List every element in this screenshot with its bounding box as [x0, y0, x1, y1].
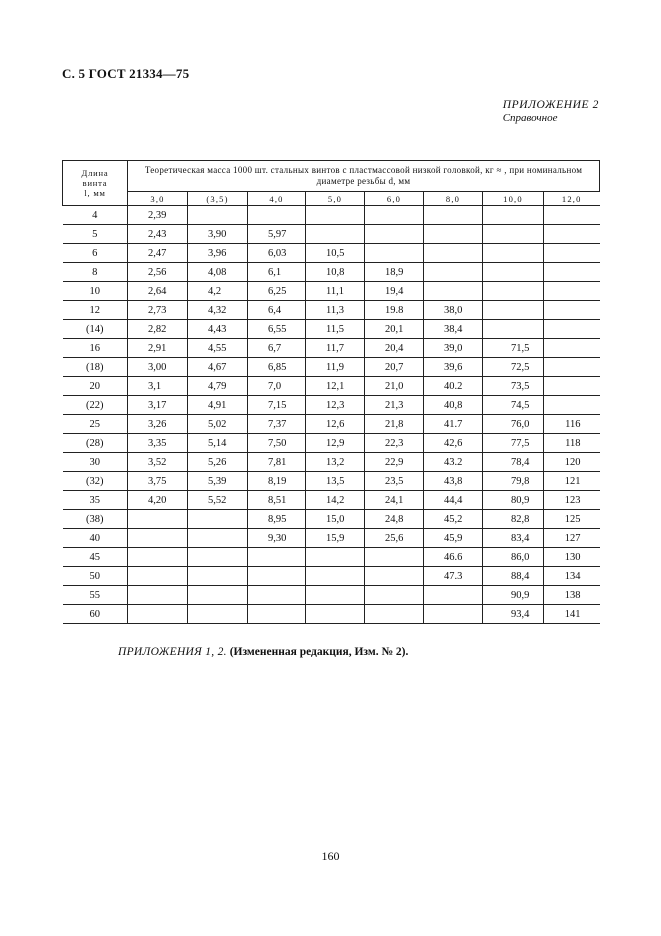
footnote	[118, 646, 408, 658]
length-cell: 40	[63, 529, 128, 548]
table-row	[63, 510, 600, 529]
table-row	[63, 548, 600, 567]
mass-cell: 20,4	[365, 339, 424, 358]
mass-cell	[365, 605, 424, 624]
table-row	[63, 567, 600, 586]
length-cell: (14)	[63, 320, 128, 339]
mass-cell	[188, 586, 248, 605]
length-header-line2: винта	[82, 178, 108, 188]
table-row	[63, 339, 600, 358]
mass-cell: 24,1	[365, 491, 424, 510]
mass-cell: 45,2	[424, 510, 483, 529]
mass-cell: 42,6	[424, 434, 483, 453]
mass-cell: 12,1	[306, 377, 365, 396]
mass-cell: 22,3	[365, 434, 424, 453]
mass-cell: 12,3	[306, 396, 365, 415]
mass-cell: 10,5	[306, 244, 365, 263]
mass-cell	[128, 548, 188, 567]
length-cell: 45	[63, 548, 128, 567]
mass-cell: 5,14	[188, 434, 248, 453]
mass-cell: 8,51	[248, 491, 306, 510]
mass-cell	[483, 301, 544, 320]
mass-cell	[128, 567, 188, 586]
mass-cell: 7,15	[248, 396, 306, 415]
mass-cell	[188, 605, 248, 624]
mass-cell	[365, 206, 424, 225]
mass-cell: 38,4	[424, 320, 483, 339]
mass-cell: 13,2	[306, 453, 365, 472]
mass-cell	[188, 529, 248, 548]
length-cell: 50	[63, 567, 128, 586]
mass-cell: 7,50	[248, 434, 306, 453]
footnote-revision-note: (Измененная редакция, Изм. № 2).	[229, 646, 409, 658]
mass-cell	[365, 567, 424, 586]
mass-cell: 41.7	[424, 415, 483, 434]
document-header: С. 5 ГОСТ 21334—75	[62, 66, 190, 81]
mass-cell: 4,91	[188, 396, 248, 415]
mass-cell: 121	[544, 472, 600, 491]
mass-cell: 19.8	[365, 301, 424, 320]
length-header-line3: l, мм	[84, 188, 106, 198]
mass-cell	[365, 244, 424, 263]
mass-cell: 90,9	[483, 586, 544, 605]
mass-cell: 6,03	[248, 244, 306, 263]
table-row	[63, 358, 600, 377]
table-row	[63, 320, 600, 339]
table-row	[63, 225, 600, 244]
mass-cell: 72,5	[483, 358, 544, 377]
length-cell: 30	[63, 453, 128, 472]
mass-cell: 2,73	[128, 301, 188, 320]
mass-cell	[544, 282, 600, 301]
mass-cell	[544, 244, 600, 263]
mass-cell: 15,0	[306, 510, 365, 529]
mass-cell	[306, 548, 365, 567]
mass-cell	[248, 605, 306, 624]
mass-cell: 13,5	[306, 472, 365, 491]
mass-cell: 46.6	[424, 548, 483, 567]
mass-cell	[306, 586, 365, 605]
mass-cell: 86,0	[483, 548, 544, 567]
mass-cell: 5,39	[188, 472, 248, 491]
mass-cell: 24,8	[365, 510, 424, 529]
table-row	[63, 415, 600, 434]
mass-cell: 73,5	[483, 377, 544, 396]
mass-cell: 141	[544, 605, 600, 624]
mass-cell: 71,5	[483, 339, 544, 358]
mass-cell: 25,6	[365, 529, 424, 548]
mass-cell: 2,43	[128, 225, 188, 244]
mass-cell	[483, 244, 544, 263]
mass-cell: 4,32	[188, 301, 248, 320]
mass-cell: 23,5	[365, 472, 424, 491]
table-row	[63, 586, 600, 605]
mass-cell: 74,5	[483, 396, 544, 415]
mass-cell: 21,3	[365, 396, 424, 415]
mass-cell: 38,0	[424, 301, 483, 320]
mass-cell: 11,1	[306, 282, 365, 301]
mass-cell	[544, 358, 600, 377]
length-cell: 12	[63, 301, 128, 320]
mass-cell	[483, 263, 544, 282]
mass-cell: 6,55	[248, 320, 306, 339]
mass-cell	[483, 282, 544, 301]
mass-cell	[483, 206, 544, 225]
mass-cell	[306, 206, 365, 225]
mass-cell: 3,52	[128, 453, 188, 472]
mass-cell: 78,4	[483, 453, 544, 472]
mass-cell: 43.2	[424, 453, 483, 472]
mass-cell: 39,6	[424, 358, 483, 377]
mass-cell	[248, 548, 306, 567]
length-cell: (22)	[63, 396, 128, 415]
length-cell: 4	[63, 206, 128, 225]
footnote-appendix-ref: ПРИЛОЖЕНИЯ 1, 2.	[118, 646, 227, 658]
mass-cell: 6,4	[248, 301, 306, 320]
appendix-title: ПРИЛОЖЕНИЕ 2	[502, 99, 599, 111]
mass-cell: 11,3	[306, 301, 365, 320]
mass-cell: 5,26	[188, 453, 248, 472]
mass-cell: 15,9	[306, 529, 365, 548]
diameter-header-cell: 4,0	[248, 192, 306, 206]
table-row	[63, 377, 600, 396]
length-cell: (18)	[63, 358, 128, 377]
mass-cell: 3,17	[128, 396, 188, 415]
diameter-header-cell: 6,0	[365, 192, 424, 206]
mass-cell: 88,4	[483, 567, 544, 586]
mass-cell: 134	[544, 567, 600, 586]
mass-cell	[188, 548, 248, 567]
mass-cell: 93,4	[483, 605, 544, 624]
table-body	[63, 206, 600, 624]
mass-cell: 2,91	[128, 339, 188, 358]
mass-cell: 3,96	[188, 244, 248, 263]
mass-cell: 6,85	[248, 358, 306, 377]
mass-cell: 2,82	[128, 320, 188, 339]
mass-cell: 3,90	[188, 225, 248, 244]
mass-cell: 40,8	[424, 396, 483, 415]
mass-cell: 19,4	[365, 282, 424, 301]
length-cell: 25	[63, 415, 128, 434]
table-row	[63, 491, 600, 510]
mass-cell: 11,7	[306, 339, 365, 358]
mass-cell: 76,0	[483, 415, 544, 434]
mass-table	[62, 160, 600, 624]
mass-cell: 6,25	[248, 282, 306, 301]
mass-cell: 4,79	[188, 377, 248, 396]
table-row	[63, 396, 600, 415]
appendix-heading	[503, 99, 599, 125]
mass-cell	[424, 206, 483, 225]
length-cell: (28)	[63, 434, 128, 453]
mass-cell: 47.3	[424, 567, 483, 586]
mass-cell: 20,7	[365, 358, 424, 377]
mass-cell: 5,52	[188, 491, 248, 510]
length-cell: 16	[63, 339, 128, 358]
mass-cell: 3,00	[128, 358, 188, 377]
diameter-header-cell: 5,0	[306, 192, 365, 206]
mass-cell: 125	[544, 510, 600, 529]
mass-cell	[128, 586, 188, 605]
mass-cell: 7,0	[248, 377, 306, 396]
mass-cell: 20,1	[365, 320, 424, 339]
table-row	[63, 206, 600, 225]
mass-cell: 3,35	[128, 434, 188, 453]
table-row	[63, 605, 600, 624]
mass-cell	[128, 510, 188, 529]
mass-cell	[424, 244, 483, 263]
mass-cell: 83,4	[483, 529, 544, 548]
mass-cell: 4,20	[128, 491, 188, 510]
mass-cell	[424, 282, 483, 301]
table-caption: Теоретическая масса 1000 шт. стальных винтов с пластмассовой низкой головкой, кг ≈ , при номинальном диаметре резьбы d, мм	[128, 161, 600, 192]
diameter-header-cell: 10,0	[483, 192, 544, 206]
mass-cell	[248, 206, 306, 225]
mass-cell	[424, 225, 483, 244]
mass-cell: 118	[544, 434, 600, 453]
mass-cell	[306, 605, 365, 624]
length-column-header	[63, 161, 128, 206]
mass-cell: 43,8	[424, 472, 483, 491]
mass-cell: 21,8	[365, 415, 424, 434]
mass-cell: 77,5	[483, 434, 544, 453]
mass-cell: 7,37	[248, 415, 306, 434]
diameter-header-cell: 12,0	[544, 192, 600, 206]
mass-cell: 130	[544, 548, 600, 567]
table-row	[63, 529, 600, 548]
table-row	[63, 453, 600, 472]
length-cell: (38)	[63, 510, 128, 529]
table-row	[63, 434, 600, 453]
mass-cell: 3,75	[128, 472, 188, 491]
mass-cell: 11,5	[306, 320, 365, 339]
mass-cell	[424, 586, 483, 605]
mass-cell	[188, 206, 248, 225]
mass-cell: 9,30	[248, 529, 306, 548]
mass-cell	[544, 339, 600, 358]
length-header-line1: Длина	[81, 168, 109, 178]
mass-cell: 12,9	[306, 434, 365, 453]
table-row	[63, 244, 600, 263]
mass-cell: 82,8	[483, 510, 544, 529]
mass-cell: 4,43	[188, 320, 248, 339]
length-cell: 6	[63, 244, 128, 263]
mass-cell: 11,9	[306, 358, 365, 377]
mass-cell: 8,95	[248, 510, 306, 529]
mass-cell	[128, 605, 188, 624]
mass-cell: 4,55	[188, 339, 248, 358]
mass-cell: 2,64	[128, 282, 188, 301]
mass-cell: 3,1	[128, 377, 188, 396]
mass-cell	[365, 548, 424, 567]
diameter-header-row	[63, 192, 600, 206]
length-cell: 10	[63, 282, 128, 301]
mass-cell	[306, 225, 365, 244]
mass-cell: 2,47	[128, 244, 188, 263]
mass-cell: 12,6	[306, 415, 365, 434]
length-cell: 55	[63, 586, 128, 605]
mass-cell: 14,2	[306, 491, 365, 510]
mass-cell	[544, 320, 600, 339]
length-cell: 20	[63, 377, 128, 396]
mass-cell	[424, 263, 483, 282]
mass-cell	[306, 567, 365, 586]
mass-cell: 7,81	[248, 453, 306, 472]
diameter-header-cell: 8,0	[424, 192, 483, 206]
mass-cell: 4,2	[188, 282, 248, 301]
mass-cell: 123	[544, 491, 600, 510]
table-row	[63, 472, 600, 491]
length-cell: 60	[63, 605, 128, 624]
mass-cell	[248, 586, 306, 605]
mass-cell: 2,56	[128, 263, 188, 282]
mass-cell: 4,67	[188, 358, 248, 377]
mass-cell: 40.2	[424, 377, 483, 396]
mass-cell: 2,39	[128, 206, 188, 225]
mass-cell	[248, 567, 306, 586]
mass-cell: 116	[544, 415, 600, 434]
mass-cell: 120	[544, 453, 600, 472]
mass-cell: 39,0	[424, 339, 483, 358]
mass-cell	[544, 206, 600, 225]
mass-cell: 21,0	[365, 377, 424, 396]
mass-cell: 10,8	[306, 263, 365, 282]
mass-cell: 22,9	[365, 453, 424, 472]
mass-cell	[365, 586, 424, 605]
mass-cell	[544, 377, 600, 396]
mass-cell	[544, 301, 600, 320]
table-row	[63, 263, 600, 282]
length-cell: (32)	[63, 472, 128, 491]
mass-cell: 3,26	[128, 415, 188, 434]
table-row	[63, 282, 600, 301]
length-cell: 5	[63, 225, 128, 244]
mass-cell: 127	[544, 529, 600, 548]
mass-cell	[188, 567, 248, 586]
mass-cell: 6,1	[248, 263, 306, 282]
length-cell: 8	[63, 263, 128, 282]
mass-cell	[544, 396, 600, 415]
mass-cell: 18,9	[365, 263, 424, 282]
mass-cell	[483, 225, 544, 244]
mass-cell: 5,02	[188, 415, 248, 434]
mass-cell: 8,19	[248, 472, 306, 491]
mass-cell: 4,08	[188, 263, 248, 282]
mass-cell: 80,9	[483, 491, 544, 510]
length-cell: 35	[63, 491, 128, 510]
mass-cell: 6,7	[248, 339, 306, 358]
diameter-header-cell: (3,5)	[188, 192, 248, 206]
mass-cell: 5,97	[248, 225, 306, 244]
mass-cell	[424, 605, 483, 624]
appendix-subtitle: Справочное	[502, 112, 558, 124]
mass-cell	[128, 529, 188, 548]
mass-cell: 44,4	[424, 491, 483, 510]
mass-cell	[188, 510, 248, 529]
mass-cell	[365, 225, 424, 244]
mass-cell	[544, 263, 600, 282]
page-number: 160	[321, 849, 340, 863]
diameter-header-cell: 3,0	[128, 192, 188, 206]
mass-cell	[483, 320, 544, 339]
mass-cell	[544, 225, 600, 244]
mass-cell: 45,9	[424, 529, 483, 548]
mass-cell: 79,8	[483, 472, 544, 491]
table-row	[63, 301, 600, 320]
mass-cell: 138	[544, 586, 600, 605]
